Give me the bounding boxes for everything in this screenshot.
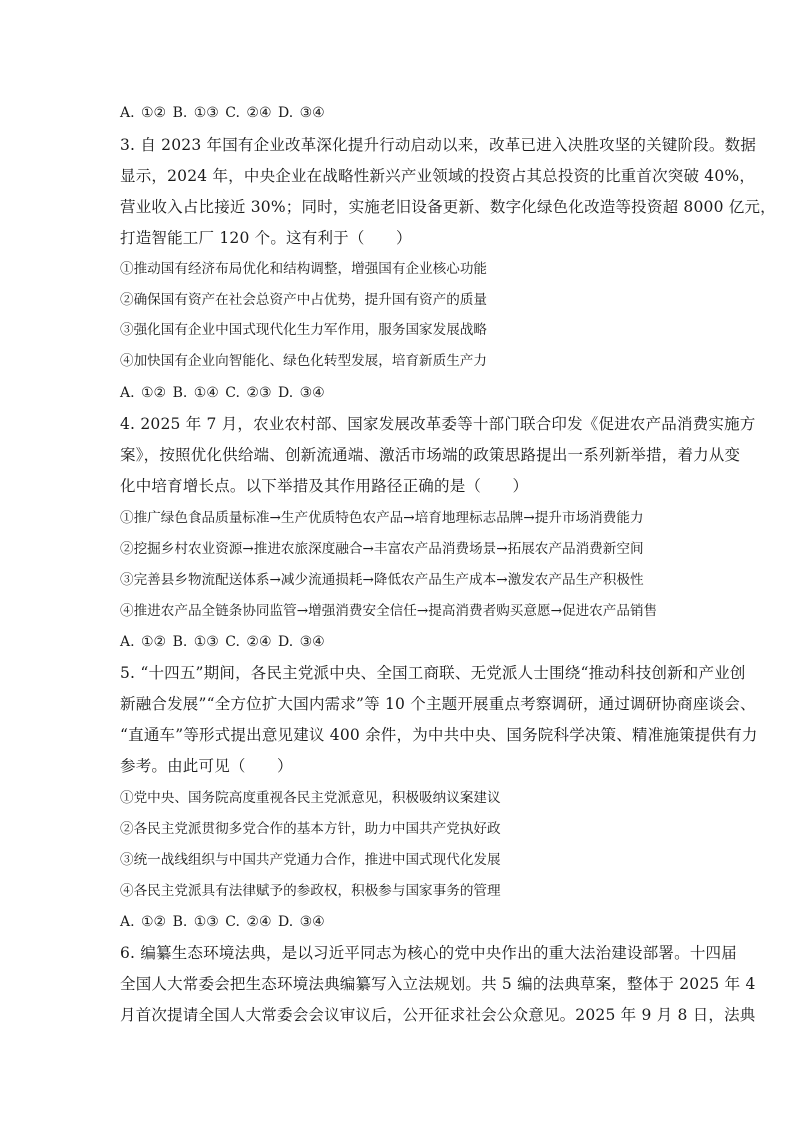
q3-text-line-2: 显示，2024 年，中央企业在战略性新兴产业领域的投资占其总投资的比重首次突破 40%， — [120, 167, 756, 185]
q5-statement-3: ③统一战线组织与中国共产党通力合作，推进中国式现代化发展 — [120, 852, 501, 868]
q3-text-line-1: 3. 自 2023 年国有企业改革深化提升行动启动以来，改革已进入决胜攻坚的关键阶段。数据 — [120, 136, 757, 154]
q6-text-line-2: 全国人大常委会把生态环境法典编纂写入立法规划。共 5 编的法典草案，整体于 2025 年 4 — [120, 975, 756, 993]
q5-text-line-3: “直通车”等形式提出意见建议 400 余件，为中共中央、国务院科学决策、精准施策提供有力 — [120, 726, 758, 744]
q5-text-line-2: 新融合发展”“全方位扩大国内需求”等 10 个主题开展重点考察调研，通过调研协商座谈会、 — [120, 695, 756, 713]
q3-statement-3: ③强化国有企业中国式现代化生力军作用，服务国家发展战略 — [120, 322, 488, 338]
q2-answer-options: A. ①② B. ①③ C. ②④ D. ③④ — [120, 105, 325, 121]
q4-answer-options: A. ①② B. ①③ C. ②④ D. ③④ — [120, 634, 325, 650]
q3-text-line-4: 打造智能工厂 120 个。这有利于（ ） — [120, 229, 412, 247]
q5-statement-2: ②各民主党派贯彻多党合作的基本方针，助力中国共产党执好政 — [120, 821, 501, 837]
q4-statement-4: ④推进农产品全链条协同监管→增强消费安全信任→提高消费者购买意愿→促进农产品销售 — [120, 603, 658, 619]
q3-answer-options: A. ①② B. ①④ C. ②③ D. ③④ — [120, 385, 325, 401]
q3-statement-1: ①推动国有经济布局优化和结构调整，增强国有企业核心功能 — [120, 261, 488, 277]
q4-statement-2: ②挖掘乡村农业资源→推进农旅深度融合→丰富农产品消费场景→拓展农产品消费新空间 — [120, 541, 644, 557]
q3-statement-2: ②确保国有资产在社会总资产中占优势，提升国有资产的质量 — [120, 292, 488, 308]
q3-statement-4: ④加快国有企业向智能化、绿色化转型发展，培育新质生产力 — [120, 353, 488, 369]
q4-statement-1: ①推广绿色食品质量标准→生产优质特色农产品→培育地理标志品牌→提升市场消费能力 — [120, 510, 644, 526]
q5-text-line-4: 参考。由此可见（ ） — [120, 757, 293, 775]
q4-text-line-3: 化中培育增长点。以下举措及其作用路径正确的是（ ） — [120, 477, 529, 495]
q3-text-line-3: 营业收入占比接近 30%；同时，实施老旧设备更新、数字化绿色化改造等投资超 8000 亿元， — [120, 198, 776, 216]
q6-text-line-3: 月首次提请全国人大常委会会议审议后，公开征求社会公众意见。2025 年 9 月 8 日，法典 — [120, 1006, 756, 1024]
q5-statement-4: ④各民主党派具有法律赋予的参政权，积极参与国家事务的管理 — [120, 883, 501, 899]
q5-text-line-1: 5. “十四五”期间，各民主党派中央、全国工商联、无党派人士围绕“推动科技创新和产业创 — [120, 664, 746, 682]
q4-statement-3: ③完善县乡物流配送体系→减少流通损耗→降低农产品生产成本→激发农产品生产积极性 — [120, 572, 644, 588]
q4-text-line-1: 4. 2025 年 7 月，农业农村部、国家发展改革委等十部门联合印发《促进农产品消费实施方 — [120, 415, 756, 433]
q5-answer-options: A. ①② B. ①③ C. ②④ D. ③④ — [120, 914, 325, 930]
q5-statement-1: ①党中央、国务院高度重视各民主党派意见，积极吸纳议案建议 — [120, 790, 501, 806]
q4-text-line-2: 案》，按照优化供给端、创新流通端、激活市场端的政策思路提出一系列新举措，着力从变 — [120, 446, 741, 464]
q6-text-line-1: 6. 编纂生态环境法典，是以习近平同志为核心的党中央作出的重大法治建设部署。十四届 — [120, 944, 737, 962]
